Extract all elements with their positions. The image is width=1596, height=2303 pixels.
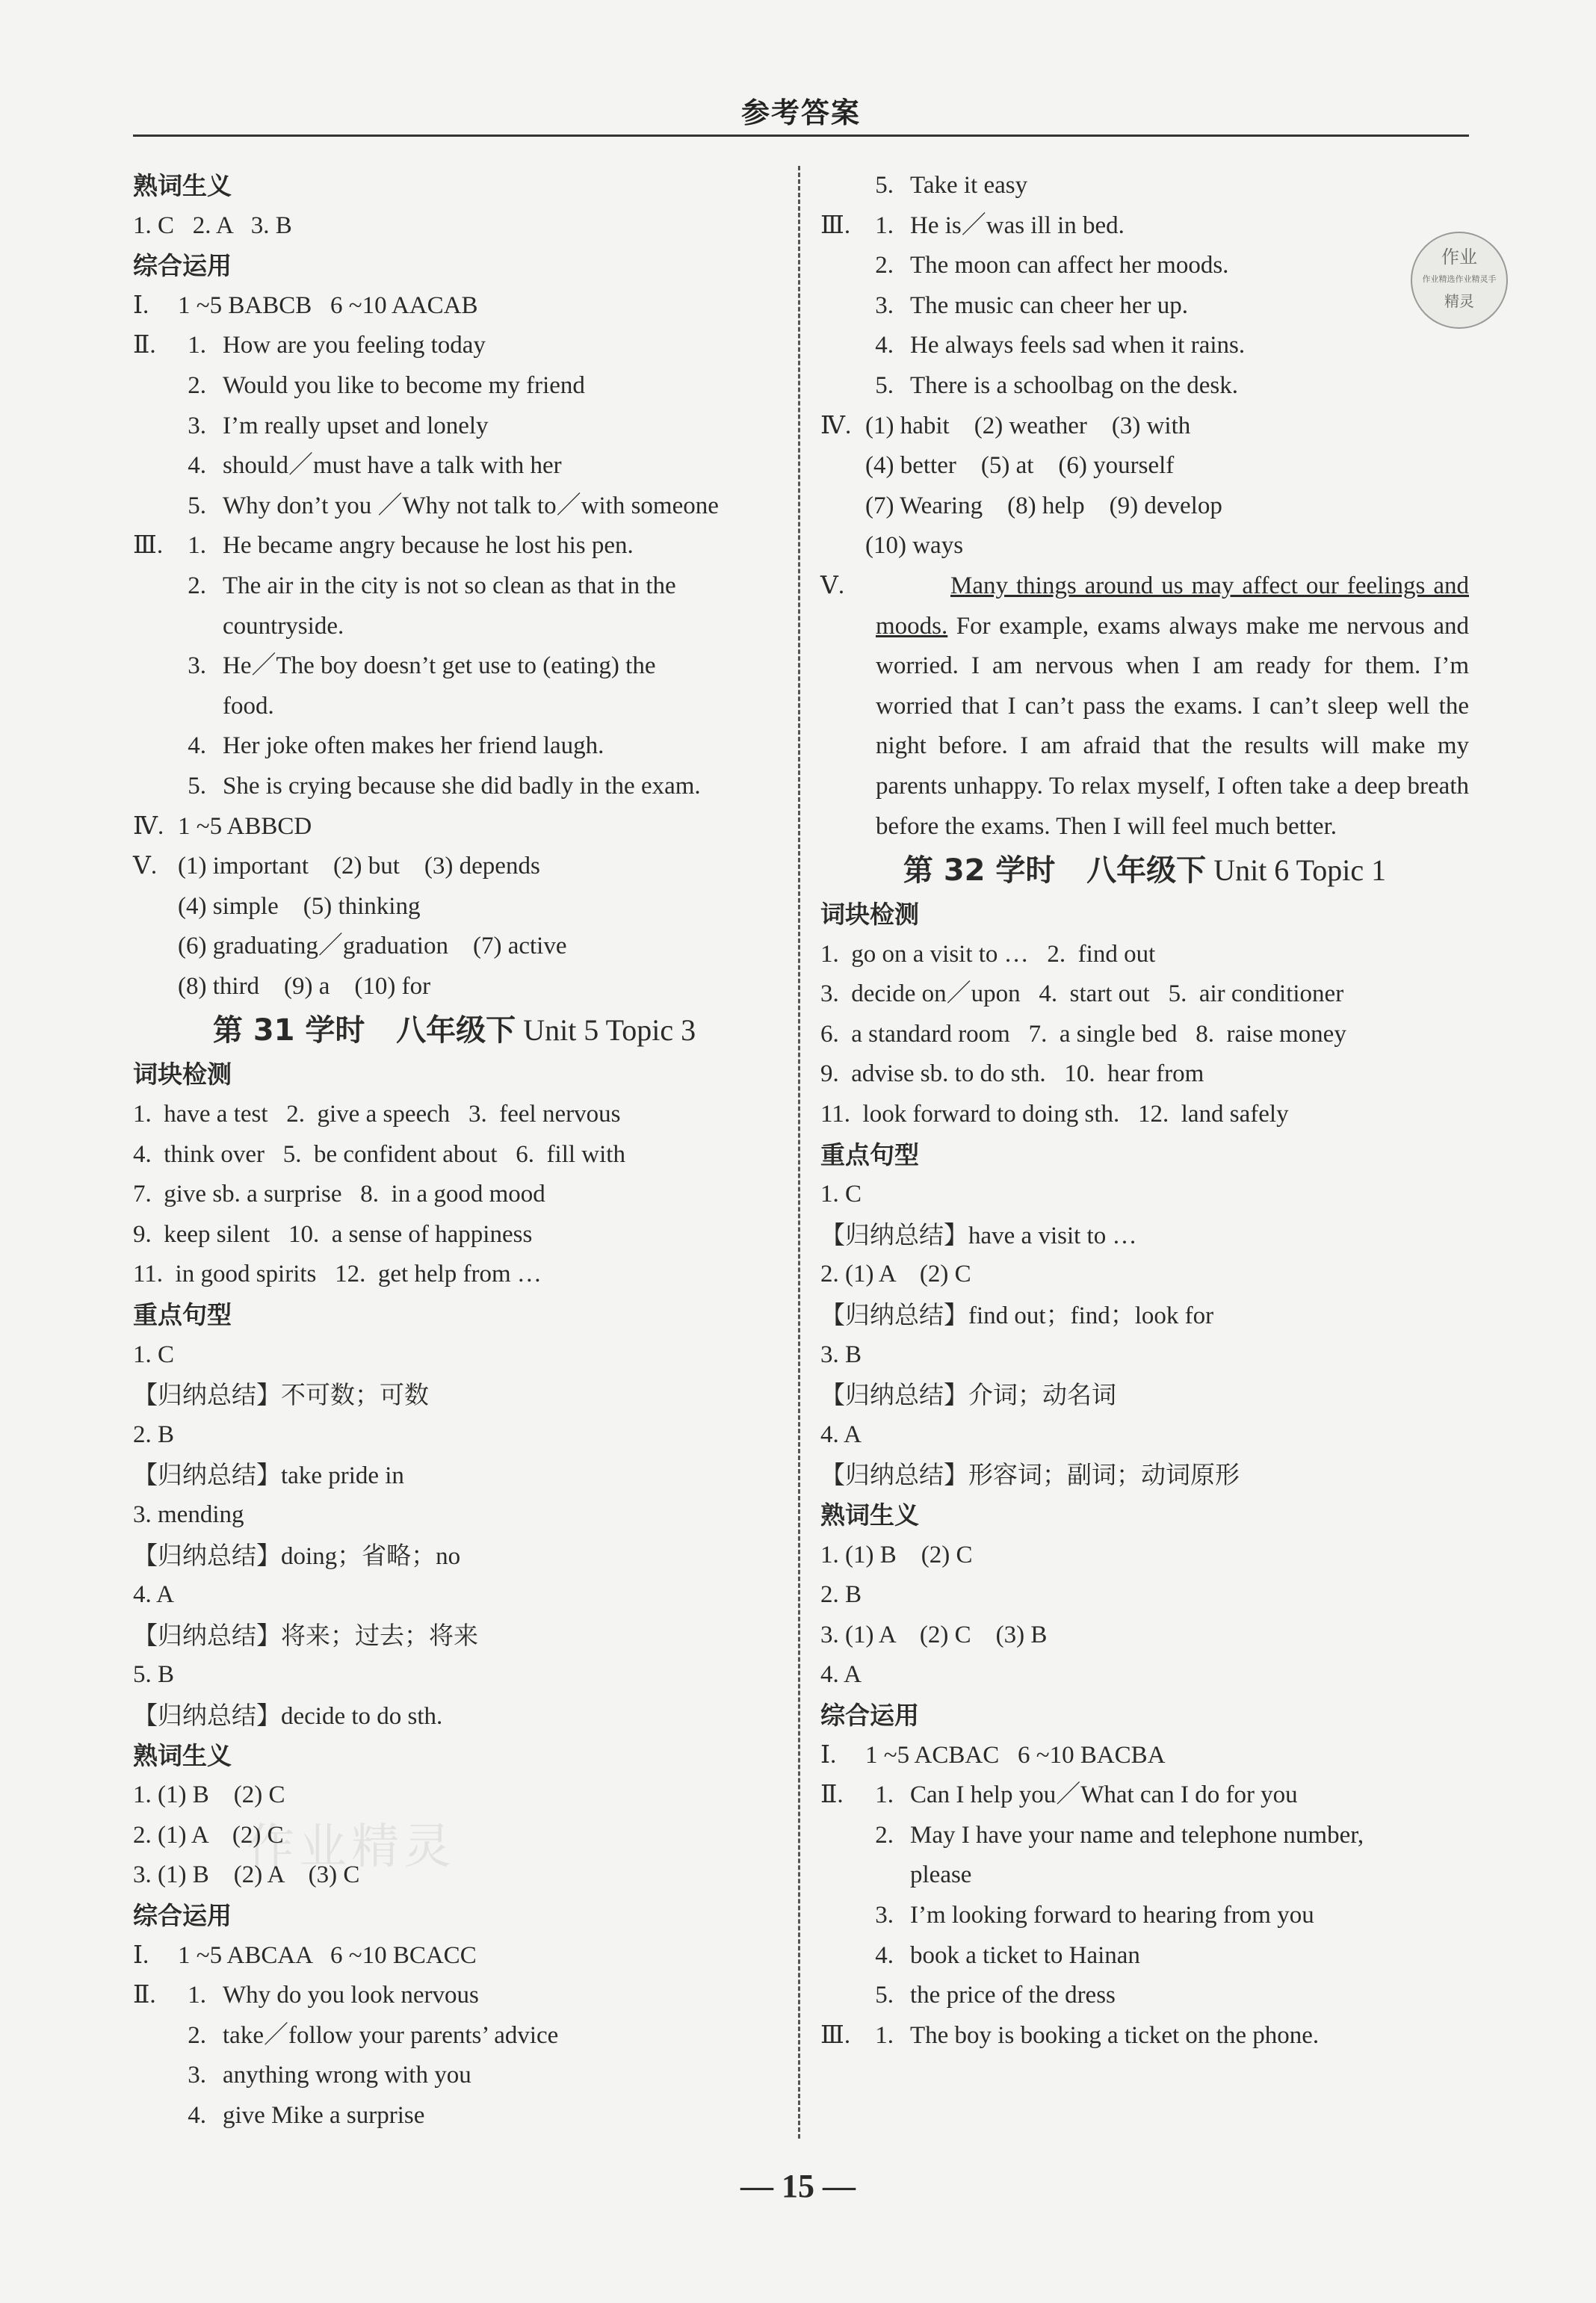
roman-numeral: Ⅴ. [820,572,845,599]
roman-numeral: Ⅱ. [133,332,156,359]
roman-numeral: Ⅰ. [820,1741,837,1769]
lesson-title-en: Unit 5 Topic 3 [516,1013,696,1048]
left-column [133,166,776,2136]
answer-text: 1 ~5 BABCB 6 ~10 AACAB [178,291,478,319]
answer-text: (1) important (2) but (3) depends [178,853,540,880]
summary-text: 不可数；可数 [281,1382,429,1410]
roman-numeral: Ⅰ. [133,1941,149,1969]
answer-line [133,2016,776,2056]
item-number: 2. [188,2021,206,2049]
summary-line [133,1375,776,1415]
answer-text: He／The boy doesn’t get use to (eating) the [223,652,656,680]
section-heading: 熟词生义 [133,1740,232,1770]
answer-text: 1 ~5 ABCAA 6 ~10 BCACC [178,1941,477,1969]
answer-line: 4. think over 5. be confident about 6. fill with [133,1140,625,1168]
item-number: 3. [875,291,894,319]
answer-line: 4. A [820,1421,862,1448]
roman-numeral: Ⅴ. [133,853,158,880]
summary-line [820,1455,1469,1495]
summary-text: decide to do sth. [281,1702,443,1730]
answer-line: 3. decide on／upon 4. start out 5. air conditioner [820,980,1344,1008]
section-heading: 熟词生义 [133,171,232,200]
answer-line [133,486,776,527]
roman-numeral: Ⅳ. [820,412,852,439]
answer-line: 11. look forward to doing sth. 12. land safely [820,1101,1289,1128]
lesson-title-cn: 第 31 学时 八年级下 [212,1013,516,1048]
roman-numeral: Ⅲ. [820,211,851,239]
answer-line: 1. C [133,1341,175,1368]
answer-line [133,566,776,607]
summary-text: find out；find；look for [968,1302,1214,1330]
answer-text: Why do you look nervous [223,1982,479,2009]
answer-line: 2. B [133,1421,175,1448]
answer-text: 1 ~5 ABBCD [178,812,312,840]
item-number: 1. [875,2021,894,2049]
item-number: 5. [188,772,206,800]
answer-line: 6. a standard room 7. a single bed 8. raise money [820,1020,1346,1048]
page-header-title: 参考答案 [740,96,861,129]
answer-text: take／follow your parents’ advice [223,2021,559,2049]
answer-line: 2. (1) A (2) C [133,1821,284,1849]
answer-text: book a ticket to Hainan [910,1941,1140,1969]
answer-line: 3. (1) A (2) C (3) B [820,1621,1048,1648]
column-divider [798,166,800,2139]
summary-tag: 【归纳总结】 [133,1380,281,1410]
answer-line: (10) ways [865,532,964,560]
roman-numeral: Ⅳ. [133,812,164,840]
answer-text: The moon can affect her moods. [910,252,1229,279]
answer-line [133,366,776,406]
answer-line [820,166,1469,206]
summary-tag: 【归纳总结】 [820,1300,968,1330]
summary-tag: 【归纳总结】 [133,1620,281,1650]
answer-text: the price of the dress [910,1982,1116,2009]
answer-line [133,326,776,366]
answer-line: 1. (1) B (2) C [133,1781,285,1809]
answer-line [133,2096,776,2136]
answer-line: 2. (1) A (2) C [820,1261,971,1288]
summary-tag: 【归纳总结】 [133,1460,281,1490]
item-number: 5. [875,1982,894,2009]
summary-line [133,1695,776,1736]
summary-tag: 【归纳总结】 [820,1460,968,1490]
summary-text: 形容词；副词；动词原形 [968,1462,1240,1490]
stamp-top-text: 作业 [1441,247,1477,268]
answer-line: 3. B [820,1341,862,1368]
answer-line [133,847,776,887]
answer-line [133,286,776,327]
answer-line [133,2056,776,2096]
answer-line [133,687,776,727]
answer-text: (1) habit (2) weather (3) with [865,412,1191,439]
answer-line [820,326,1469,366]
summary-text: 将来；过去；将来 [281,1622,478,1650]
essay-body: For example, exams always make me nervous and worried. I am nervous when I am ready for them. I’m worried that I can’t pass the exams. I can’t sleep well the night before. I am afraid that the results will make my parents unhappy. To relax myself, I often take a deep breath before the exams. Then I will feel much better. [876,612,1469,840]
answer-line [133,807,776,847]
section-heading: 综合运用 [133,1900,232,1930]
section-heading: 综合运用 [133,251,232,281]
roman-numeral: Ⅲ. [133,532,164,560]
answer-text: The boy is booking a ticket on the phone. [910,2021,1320,2049]
answer-text: There is a schoolbag on the desk. [910,371,1238,399]
section-heading: 综合运用 [820,1700,919,1730]
answer-text: anything wrong with you [223,2062,471,2089]
answer-line: (6) graduating／graduation (7) active [178,933,567,960]
answer-line [133,607,776,647]
answer-line: 1. C 2. A 3. B [133,211,292,239]
lesson-title-en: Unit 6 Topic 1 [1206,853,1387,888]
answer-line [133,406,776,447]
answer-text: Can I help you／What can I do for you [910,1781,1298,1809]
summary-line [133,1455,776,1495]
item-number: 1. [188,332,206,359]
item-number: 5. [188,492,206,519]
answer-text: May I have your name and telephone number, [910,1821,1364,1849]
essay-topic-sentence: Many things around us may affect our feelings and moods. [876,572,1469,640]
answer-line: 3. (1) B (2) A (3) C [133,1861,360,1889]
summary-line [820,1375,1469,1415]
summary-tag: 【归纳总结】 [820,1380,968,1410]
essay-block [820,566,1469,847]
lesson-title [133,1007,776,1054]
summary-line [820,1295,1469,1335]
answer-text: I’m looking forward to hearing from you [910,1901,1314,1929]
summary-text: take pride in [281,1462,404,1490]
answer-text: The music can cheer her up. [910,291,1188,319]
summary-line [820,1215,1469,1255]
answer-line [133,646,776,687]
answer-line: (4) better (5) at (6) yourself [865,452,1175,480]
summary-tag: 【归纳总结】 [133,1700,281,1730]
answer-line [133,1976,776,2016]
answer-line: 1. C [820,1181,862,1208]
answer-text: Would you like to become my friend [223,371,585,399]
answer-line [820,1775,1469,1816]
item-number: 4. [188,732,206,760]
item-number: 2. [875,252,894,279]
item-number: 3. [188,2062,206,2089]
item-number: 2. [188,572,206,599]
item-number: 2. [875,1821,894,1849]
section-heading: 熟词生义 [820,1500,919,1530]
roman-numeral: Ⅲ. [820,2021,851,2049]
answer-line [820,406,1469,447]
answer-line: 9. keep silent 10. a sense of happiness [133,1220,533,1248]
item-number: 4. [188,452,206,480]
summary-text: have a visit to … [968,1222,1137,1249]
page-number: — 15 — [740,2168,856,2204]
answer-line: 4. A [820,1661,862,1689]
item-number: 4. [875,1941,894,1969]
item-number: 3. [188,412,206,439]
right-column [820,166,1469,2056]
answer-text: The air in the city is not so clean as that in the [223,572,676,599]
answer-line: 1. go on a visit to … 2. find out [820,940,1156,968]
answer-line [133,767,776,807]
answer-line [820,1816,1469,1856]
answer-text: How are you feeling today [223,332,486,359]
answer-text: He is／was ill in bed. [910,211,1125,239]
answer-line [133,446,776,486]
item-number: 5. [875,172,894,199]
essay-text [820,566,1469,847]
answer-text: 1 ~5 ACBAC 6 ~10 BACBA [865,1741,1166,1769]
section-heading: 词块检测 [133,1060,232,1089]
item-number: 4. [875,332,894,359]
summary-line [133,1616,776,1656]
answer-text: She is crying because she did badly in the exam. [223,772,701,800]
answer-text: Her joke often makes her friend laugh. [223,732,604,760]
section-heading: 词块检测 [820,900,919,930]
answer-line: (7) Wearing (8) help (9) develop [865,492,1222,519]
answer-line [820,1855,1469,1896]
item-number: 3. [875,1901,894,1929]
answer-text: countryside. [223,612,344,640]
item-number: 1. [875,1781,894,1809]
item-number: 2. [188,371,206,399]
answer-text: He became angry because he lost his pen. [223,532,634,560]
summary-tag: 【归纳总结】 [820,1219,968,1249]
answer-text: He always feels sad when it rains. [910,332,1246,359]
answer-line: (8) third (9) a (10) for [178,972,431,1000]
watermark: 作业精灵 [247,1820,456,1875]
lesson-title-cn: 第 32 学时 八年级下 [903,853,1207,888]
summary-tag: 【归纳总结】 [133,1540,281,1570]
roman-numeral: Ⅰ. [133,291,149,319]
answer-text: please [910,1861,972,1889]
section-heading: 重点句型 [133,1300,232,1330]
answer-line: 5. B [133,1661,175,1689]
answer-line: 7. give sb. a surprise 8. in a good mood [133,1181,545,1208]
summary-line [133,1536,776,1576]
answer-text: Why don’t you ／Why not talk to／with someone [223,492,719,519]
answer-line [820,1736,1469,1776]
answer-line: 1. (1) B (2) C [820,1541,973,1568]
lesson-title [820,847,1469,894]
answer-text: I’m really upset and lonely [223,412,489,439]
item-number: 4. [188,2101,206,2129]
answer-line: 9. advise sb. to do sth. 10. hear from [820,1060,1204,1088]
answer-line [820,286,1469,327]
answer-line [820,206,1469,247]
answer-text: food. [223,692,274,720]
answer-line: 1. have a test 2. give a speech 3. feel nervous [133,1101,621,1128]
answer-line [820,1976,1469,2016]
roman-numeral: Ⅱ. [133,1982,156,2009]
stamp-middle-text: 作业精选作业精灵手 [1422,274,1497,284]
item-number: 1. [875,211,894,239]
answer-text: Take it easy [910,172,1028,199]
item-number: 3. [188,652,206,680]
answer-line [820,2016,1469,2056]
item-number: 5. [875,371,894,399]
item-number: 1. [188,532,206,560]
answer-line [133,726,776,767]
roman-numeral: Ⅱ. [820,1781,844,1809]
answer-line: 3. mending [133,1501,244,1528]
answer-line: (4) simple (5) thinking [178,892,421,920]
answer-line [820,246,1469,286]
answer-text: should／must have a talk with her [223,452,562,480]
summary-text: doing；省略；no [281,1542,461,1570]
answer-line [820,1936,1469,1976]
item-number: 1. [188,1982,206,2009]
answer-line: 11. in good spirits 12. get help from … [133,1261,542,1288]
header-rule [133,135,1469,137]
summary-text: 介词；动名词 [968,1382,1116,1410]
answer-line [133,526,776,566]
answer-line [133,1936,776,1976]
section-heading: 重点句型 [820,1140,919,1169]
answer-line [820,1896,1469,1936]
answer-line [820,366,1469,406]
answer-text: give Mike a surprise [223,2101,425,2129]
answer-line: 2. B [820,1581,862,1609]
stamp-bottom-text: 精灵 [1444,292,1474,310]
answer-line: 4. A [133,1581,175,1609]
